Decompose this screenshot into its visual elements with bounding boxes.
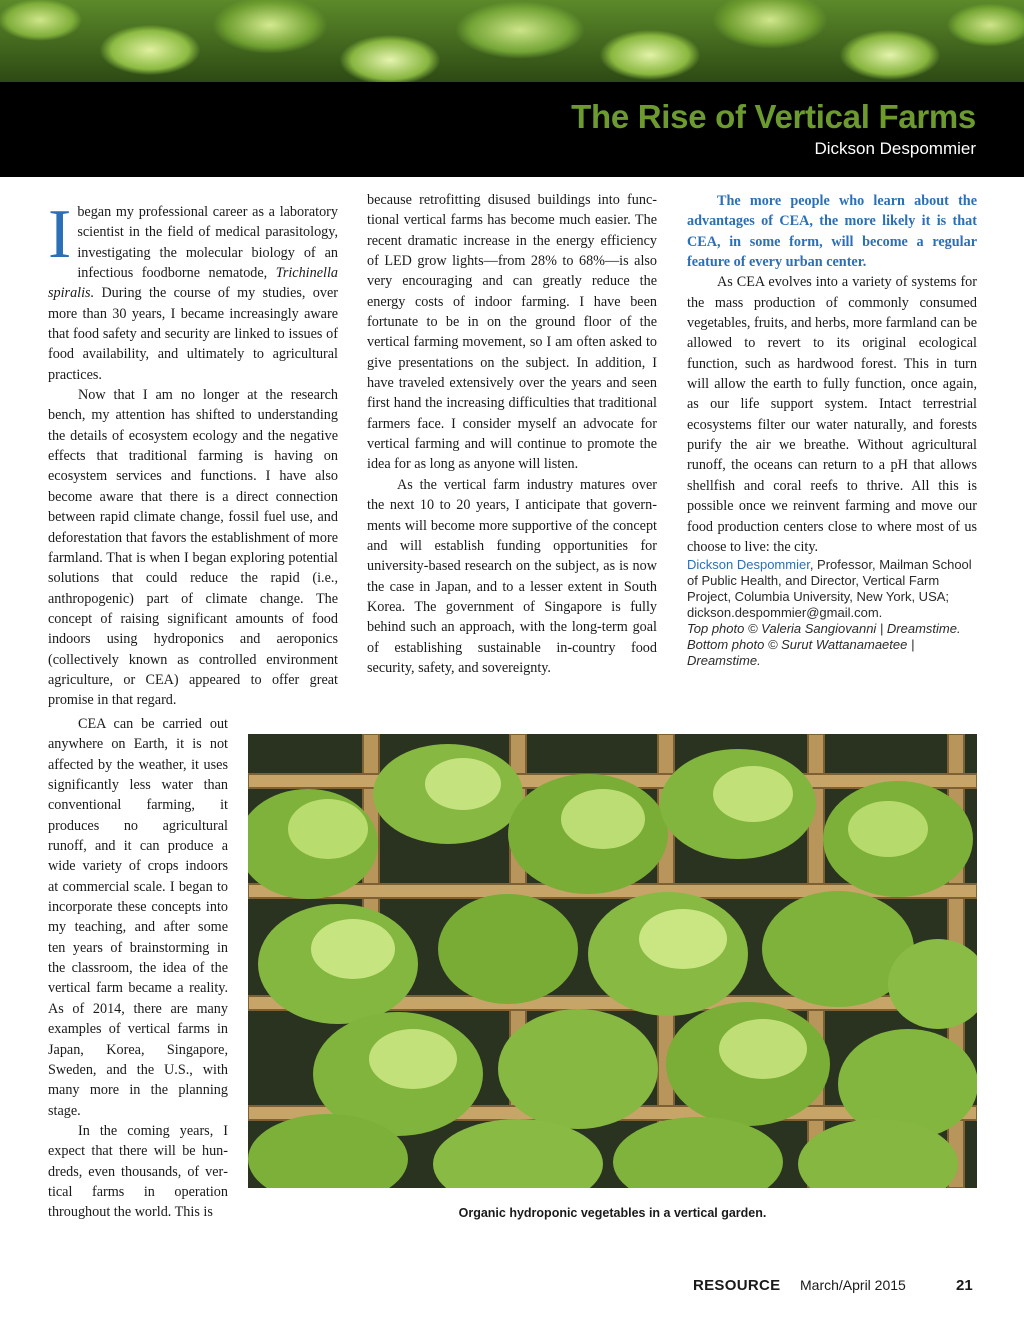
species-name: Trichinella spiralis. (48, 265, 338, 302)
paragraph-1-text-a: began my professional career as a laboratory scientist in the field of medical parasitology, investigating the molecular biology of an infectious foodborne nematode, (77, 204, 338, 282)
author-bio (687, 557, 977, 621)
top-lettuce-photo (0, 0, 1024, 82)
pull-quote: The more people who learn about the advantages of CEA, the more likely it is that CEA, in some form, will become a regular feature of every urban center. (687, 193, 977, 271)
vertical-garden-photo (248, 734, 977, 1188)
column-1 (48, 196, 338, 711)
bio-author-name: Dickson Despommier (687, 557, 810, 573)
column-1-lower (48, 714, 228, 1223)
paragraph-4: In the coming years, I expect that there will be hundreds, even thousands, of vertical farms in operation throughout the world. This is (48, 1122, 228, 1221)
footer-publication: RESOURCE (693, 1277, 781, 1294)
paragraph-5: because retrofitting disused buildings into functional vertical farms has become much easier. The recent dramatic increase in the energy efficiency of LED grow lights—from 28% to 68%—is also very encouraging and can greatly reduce the energy costs of indoor farming. I have been fortunate to be in on the ground floor of the vertical farming movement, so I am often asked to give presentations on the subject. In addition, I have traveled extensively over the years and seen first hand the increasing difficulties that traditional farmers face. I consider myself an advocate for vertical farming and will continue to promote the idea for as long as anyone will listen. (367, 192, 657, 473)
drop-cap: I (48, 196, 72, 273)
bio-details: , Professor, Mailman School of Public Health, and Director, Vertical Farm Project, Columbia University, New York, USA; dickson.despommier@gmail.com. (687, 557, 972, 621)
paragraph-1-text-b: During the course of my studies, over more than 30 years, I became increasingly aware that food safety and security are linked to issues of food availability, and ultimately to agricultural practices. (48, 285, 338, 383)
column-2 (367, 190, 657, 678)
photo-credits: Top photo © Valeria Sangiovanni | Dreamstime. Bottom photo © Surut Wattanamaetee | Dreamstime. (687, 621, 961, 669)
article-title: The Rise of Vertical Farms (571, 98, 976, 135)
paragraph-6: As the vertical farm industry matures over the next 10 to 20 years, I anticipate that governments will become more supportive of the concept and will establish funding opportunities for university-based research on the subject, as is now the case in Japan, and to a lesser extent in South Korea. The government of Singapore is fully behind such an approach, with the long-term goal of establishing sustainable in-country food security, safety, and sovereignty. (367, 476, 657, 676)
footer-page-number: 21 (956, 1277, 973, 1294)
paragraph-3: CEA can be carried out anywhere on Earth, it is not affected by the weather, it uses significantly less water than conventional farming, it produces no agricultural runoff, and it can produce a wide variety of crops indoors at commercial scale. I began to incorporate these concepts into my teaching, and after some ten years of brainstorming in the classroom, the idea of the vertical farm became a reality. As of 2014, there are many examples of vertical farms in Japan, Korea, Singapore, Sweden, and the U.S., with many more in the planning stage. (48, 716, 228, 1119)
paragraph-2: Now that I am no longer at the research bench, my attention has shifted to understanding the details of ecosystem ecology and the negative effects that traditional farming is having on ecosystem services and functions. I have also become aware that there is a direct connection between rapid climate change, fossil fuel use, and deforestation that favors the establishment of more farmland. That is when I began exploring potential solutions that could reduce the rapid (i.e., anthropogenic) part of climate change. The concept of raising significant amounts of food indoors using hydroponics and aeroponics (collectively known as controlled environment agriculture, or CEA) appeared to offer great promise in that regard. (48, 387, 338, 709)
footer-date: March/April 2015 (800, 1277, 906, 1293)
column-3 (687, 191, 977, 669)
article-author: Dickson Despommier (814, 139, 976, 158)
paragraph-1 (48, 196, 338, 385)
paragraph-7: As CEA evolves into a variety of systems for the mass production of commonly consumed vegetables, fruits, and herbs, more farmland can be allowed to revert to its original ecological function, such as hardwood forest. This in turn will allow the earth to fully function, once again, as our life support system. Intact terrestrial ecosystems filter our water naturally, and forests purify the air we breathe. Without agricultural runoff, the oceans can return to a pH that allows shellfish and coral reefs to thrive. All this is possible once we reinvent farming and move our food production centers close to where most of us choose to live: the city. (687, 274, 977, 555)
photo-caption: Organic hydroponic vegetables in a vertical garden. (458, 1206, 767, 1220)
